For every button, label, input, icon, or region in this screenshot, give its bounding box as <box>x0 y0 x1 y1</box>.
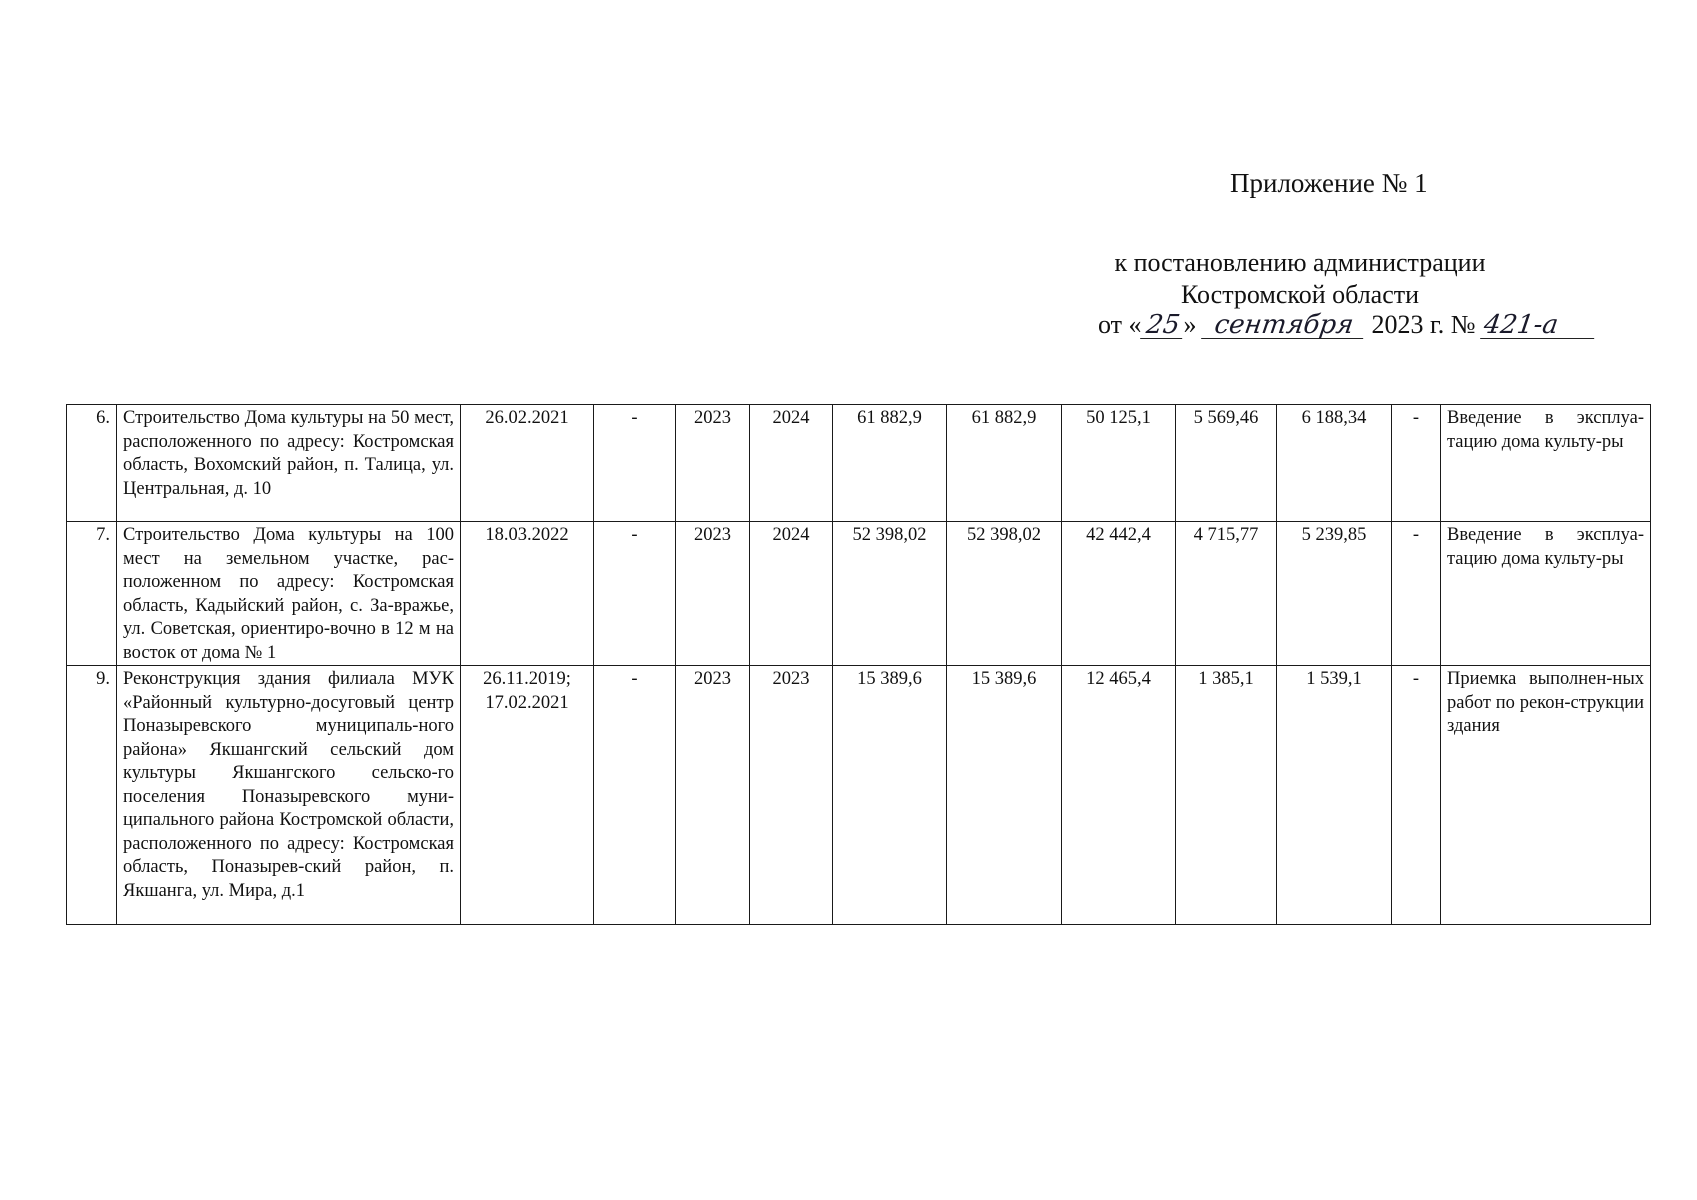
expected-result: Введение в эксплуа-тацию дома культу-ры <box>1441 405 1651 522</box>
value-source-2: 1 385,1 <box>1176 666 1277 925</box>
table-row <box>67 405 1651 522</box>
value-total-cost: 61 882,9 <box>833 405 947 522</box>
row-number: 6. <box>67 405 117 522</box>
table-row <box>67 666 1651 925</box>
value-source-3: 1 539,1 <box>1277 666 1392 925</box>
dash-cell: - <box>594 405 676 522</box>
row-number: 7. <box>67 522 117 666</box>
year-end: 2024 <box>750 405 833 522</box>
handwritten-month: сентября <box>1201 312 1367 339</box>
document-date: 18.03.2022 <box>461 522 594 666</box>
document-date: 26.11.2019; 17.02.2021 <box>461 666 594 925</box>
year-end: 2023 <box>750 666 833 925</box>
value-total-funding: 15 389,6 <box>947 666 1062 925</box>
appendix-subtitle-line1: к постановлению администрации <box>1114 248 1486 277</box>
handwritten-day: 25 <box>1140 312 1186 339</box>
expected-result: Приемка выполнен-ных работ по рекон-струкции здания <box>1441 666 1651 925</box>
projects-table <box>66 404 1651 925</box>
handwritten-resolution-number: 421-а <box>1480 312 1598 339</box>
table-row <box>67 522 1651 666</box>
dash-cell: - <box>594 666 676 925</box>
year-end: 2024 <box>750 522 833 666</box>
value-total-funding: 52 398,02 <box>947 522 1062 666</box>
value-source-1: 12 465,4 <box>1062 666 1176 925</box>
object-name: Реконструкция здания филиала МУК «Районный культурно-досуговый центр Поназыревского муниципаль-ного района» Якшангский сельский дом культуры Якшангского сельско-го поселения Поназыревского муни-ципального района Костромской области, расположенного по адресу: Костромская область, Поназырев-ский район, п. Якшанга, ул. Мира, д.1 <box>117 666 461 925</box>
appendix-subtitle-line2: Костромской области <box>1180 280 1420 309</box>
dash-cell: - <box>1392 666 1441 925</box>
object-name: Строительство Дома культуры на 100 мест на земельном участке, рас-положенном по адресу: Костромская область, Кадыйский район, с. За-вражье, ул. Советская, ориентиро-вочно в 12 м на восток от дома № 1 <box>117 522 461 666</box>
row-number: 9. <box>67 666 117 925</box>
dash-cell: - <box>1392 522 1441 666</box>
year-start: 2023 <box>676 405 750 522</box>
value-total-funding: 61 882,9 <box>947 405 1062 522</box>
dash-cell: - <box>594 522 676 666</box>
date-quote-close: » <box>1183 310 1197 339</box>
value-source-2: 5 569,46 <box>1176 405 1277 522</box>
object-name: Строительство Дома культуры на 50 мест, расположенного по адресу: Костромская область, Вохомский район, п. Талица, ул. Центральная, д. 10 <box>117 405 461 522</box>
year-and-number-label: 2023 г. № <box>1371 310 1476 339</box>
value-source-1: 42 442,4 <box>1062 522 1176 666</box>
value-total-cost: 52 398,02 <box>833 522 947 666</box>
expected-result: Введение в эксплуа-тацию дома культу-ры <box>1441 522 1651 666</box>
document-date: 26.02.2021 <box>461 405 594 522</box>
value-source-1: 50 125,1 <box>1062 405 1176 522</box>
appendix-title: Приложение № 1 <box>1230 168 1428 198</box>
date-prefix: от « <box>1098 310 1142 339</box>
value-total-cost: 15 389,6 <box>833 666 947 925</box>
year-start: 2023 <box>676 522 750 666</box>
year-start: 2023 <box>676 666 750 925</box>
value-source-3: 6 188,34 <box>1277 405 1392 522</box>
value-source-3: 5 239,85 <box>1277 522 1392 666</box>
dash-cell: - <box>1392 405 1441 522</box>
value-source-2: 4 715,77 <box>1176 522 1277 666</box>
resolution-date-line <box>1098 308 1596 342</box>
